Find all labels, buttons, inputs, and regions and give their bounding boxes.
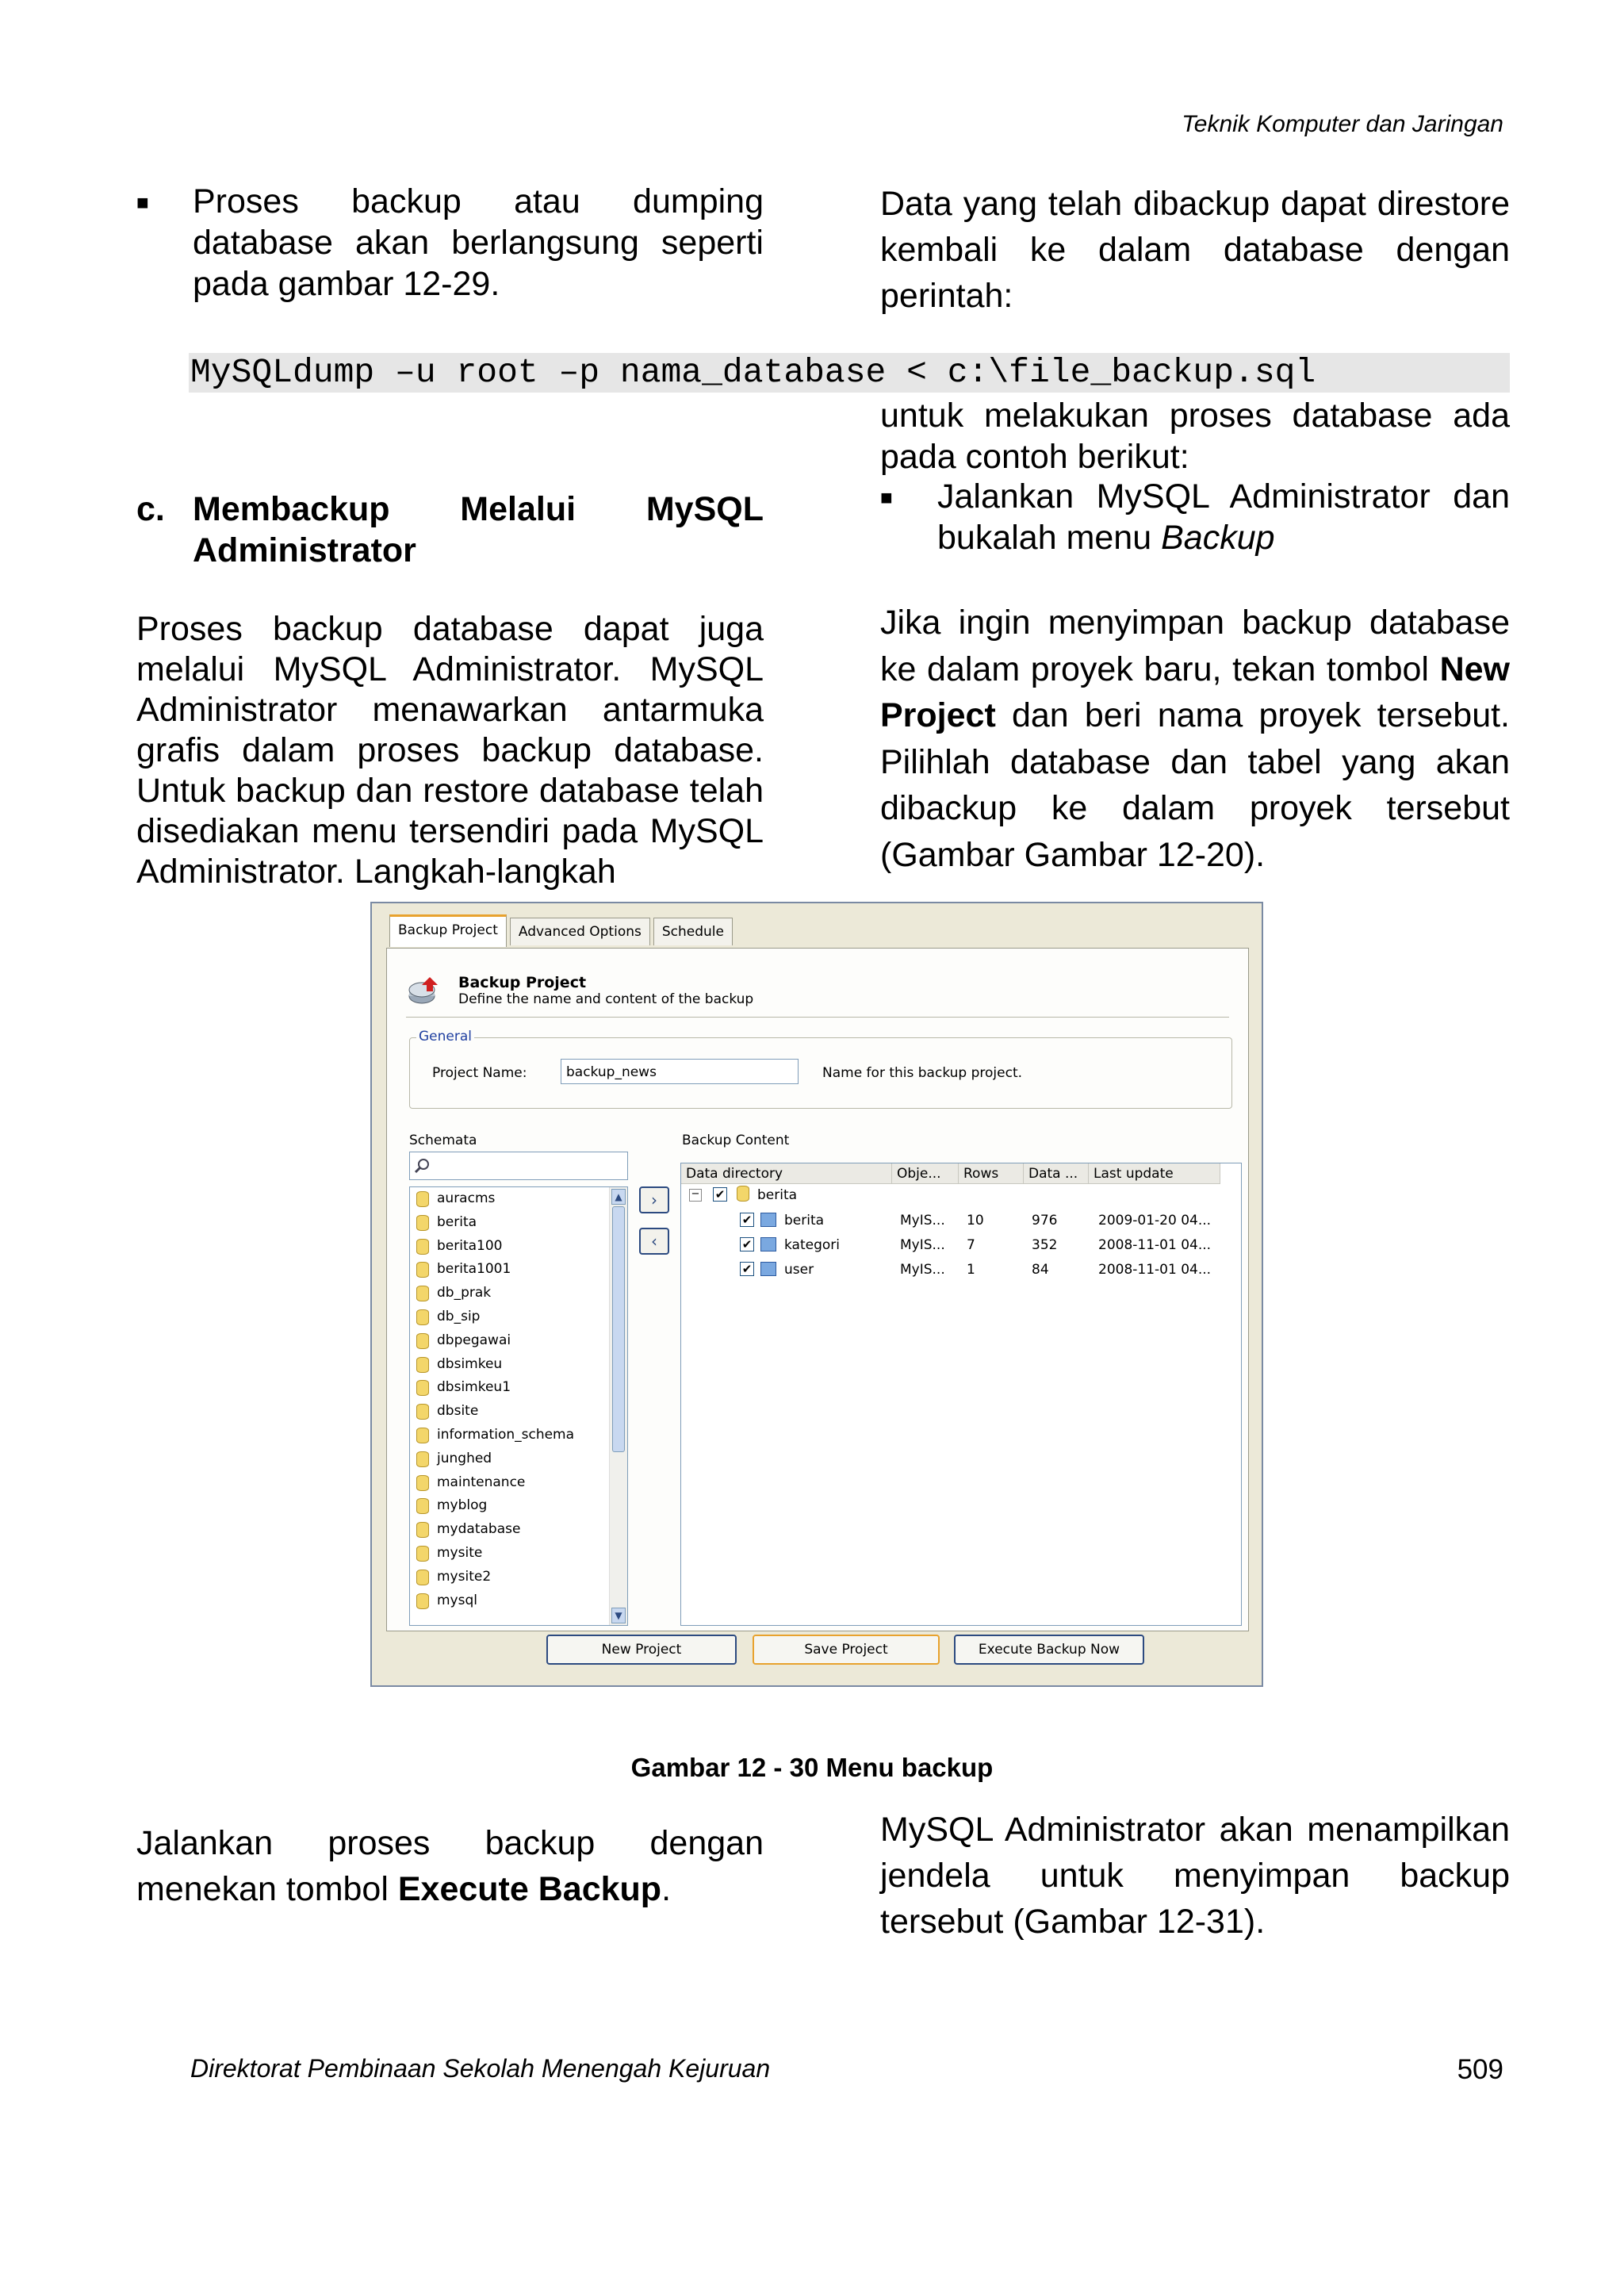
add-to-backup-button[interactable]: › [639, 1186, 669, 1213]
schemata-list[interactable] [409, 1186, 628, 1626]
table-icon [760, 1262, 776, 1276]
database-icon [416, 1357, 429, 1373]
schema-item-label: berita [437, 1213, 477, 1230]
schema-item[interactable] [410, 1471, 627, 1495]
schemata-label: Schemata [409, 1133, 477, 1148]
database-icon [416, 1380, 429, 1396]
panel-subtitle: Define the name and content of the backup [458, 991, 754, 1007]
database-icon [416, 1428, 429, 1443]
schemata-scrollbar[interactable] [609, 1187, 627, 1625]
database-icon [416, 1333, 429, 1349]
left-para-2-a: Jalankan proses backup dengan menekan tombol [136, 1824, 764, 1908]
database-icon [416, 1570, 429, 1585]
table-rows: 1 [967, 1262, 975, 1278]
database-icon [737, 1186, 749, 1202]
schema-item-label: auracms [437, 1190, 496, 1206]
schema-item[interactable] [410, 1329, 627, 1353]
schema-item-label: dbsimkeu1 [437, 1379, 511, 1396]
backup-project-panel [386, 948, 1249, 1631]
schema-item[interactable] [410, 1187, 627, 1211]
project-name-label: Project Name: [432, 1065, 527, 1081]
right-para-3-bold: New Project [880, 650, 1510, 734]
project-name-hint: Name for this backup project. [822, 1065, 1023, 1081]
right-bullet-text-a: Jalankan MySQL Administrator dan bukalah menu [937, 477, 1510, 557]
mysql-admin-screenshot [370, 902, 1263, 1687]
schema-item[interactable] [410, 1211, 627, 1235]
schema-item-label: db_sip [437, 1308, 481, 1324]
database-icon [416, 1546, 429, 1562]
schema-item[interactable] [410, 1566, 627, 1589]
left-bullet-text: Proses backup atau dumping database akan berlangsung seperti pada gambar 12-29. [193, 182, 764, 303]
table-data-size: 84 [1032, 1262, 1049, 1278]
schema-item-label: mysite [437, 1544, 483, 1561]
schema-item-label: dbpegawai [437, 1332, 511, 1348]
right-bullet-text [937, 476, 1510, 558]
backup-content-tree[interactable] [680, 1163, 1242, 1626]
section-letter: c. [136, 490, 165, 528]
schema-item-label: berita1001 [437, 1261, 511, 1278]
root-node-label: berita [757, 1187, 798, 1203]
schema-item-label: berita100 [437, 1237, 503, 1254]
schema-item[interactable] [410, 1353, 627, 1377]
database-icon [416, 1404, 429, 1420]
schema-item-label: mydatabase [437, 1521, 521, 1538]
schema-item-label: db_prak [437, 1285, 492, 1301]
right-para-4: MySQL Administrator akan menampilkan jendela untuk menyimpan backup tersebut (Gambar 12-31). [880, 1811, 1510, 1941]
table-rows: 10 [967, 1213, 984, 1228]
project-name-input[interactable]: backup_news [561, 1059, 799, 1084]
running-header: Teknik Komputer dan Jaringan [1182, 111, 1503, 137]
column-header-last-update[interactable]: Last update [1089, 1163, 1220, 1184]
table-icon [760, 1237, 776, 1251]
schema-item-label: information_schema [437, 1426, 575, 1443]
table-name: user [784, 1262, 814, 1278]
collapse-toggle-icon[interactable]: − [689, 1189, 702, 1202]
schema-item-label: dbsimkeu [437, 1355, 503, 1372]
table-data-size: 352 [1032, 1237, 1058, 1253]
schema-item[interactable] [410, 1258, 627, 1282]
database-icon [416, 1239, 429, 1255]
right-bullet-italic: Backup [1161, 519, 1275, 557]
database-icon [416, 1593, 429, 1609]
schema-item-label: junghed [437, 1450, 492, 1466]
table-last-update: 2008-11-01 04... [1098, 1237, 1212, 1253]
table-icon [760, 1213, 776, 1227]
schema-item-label: myblog [437, 1497, 488, 1514]
schema-item[interactable] [410, 1282, 627, 1305]
left-para-2-bold: Execute Backup [397, 1870, 662, 1908]
schemata-items [410, 1187, 627, 1612]
schema-item-label: mysite2 [437, 1568, 492, 1585]
database-icon [416, 1215, 429, 1231]
search-icon [413, 1157, 431, 1175]
right-para-2: untuk melakukan proses database ada pada contoh berikut: [880, 397, 1510, 476]
schema-item-label: maintenance [437, 1474, 526, 1490]
table-engine: MyIS... [900, 1213, 945, 1228]
tab-backup-project[interactable]: Backup Project [389, 914, 507, 947]
remove-from-backup-button[interactable]: ‹ [639, 1228, 669, 1255]
section-heading: Membackup Melalui MySQL Administrator [193, 490, 764, 569]
left-para-2-b: . [661, 1870, 672, 1908]
code-command: MySQLdump –u root –p nama_database < c:\file_backup.sql [189, 353, 1510, 393]
table-checkbox[interactable]: ✔ [740, 1262, 754, 1276]
backup-content-label: Backup Content [682, 1133, 790, 1148]
left-para-1: Proses backup database dapat juga melalui MySQL Administrator. MySQL Administrator menawarkan antarmuka grafis dalam proses backup database. Untuk backup dan restore database telah disediakan menu tersendiri pada MySQL Administrator. Langkah-langkah [136, 610, 764, 891]
right-para-3-a: Jika ingin menyimpan backup database ke dalam proyek baru, tekan tombol [880, 604, 1510, 688]
right-para-1: Data yang telah dibackup dapat direstore kembali ke dalam database dengan perintah: [880, 185, 1510, 315]
table-engine: MyIS... [900, 1237, 945, 1253]
scroll-down-button[interactable]: ▼ [611, 1608, 626, 1623]
general-group-label: General [416, 1029, 474, 1045]
bullet-marker: ■ [136, 190, 149, 214]
database-icon [416, 1191, 429, 1207]
schema-item[interactable] [410, 1424, 627, 1447]
schema-item[interactable] [410, 1400, 627, 1424]
right-para-3-b: dan beri nama proyek tersebut. Pilihlah database dan tabel yang akan dibackup ke dalam proyek tersebut (Gambar Gambar 12-20). [880, 696, 1510, 874]
column-header-object[interactable]: Obje... [892, 1163, 959, 1184]
panel-title: Backup Project [458, 974, 587, 991]
divider [406, 1017, 1229, 1018]
database-icon [416, 1262, 429, 1278]
schemata-search-input[interactable] [409, 1152, 628, 1180]
column-header-data[interactable]: Data ... [1024, 1163, 1089, 1184]
save-project-button[interactable]: Save Project [753, 1635, 940, 1665]
database-icon [416, 1498, 429, 1514]
table-last-update: 2009-01-20 04... [1098, 1213, 1212, 1228]
schema-item[interactable] [410, 1235, 627, 1259]
table-engine: MyIS... [900, 1262, 945, 1278]
scroll-up-button[interactable]: ▲ [611, 1189, 626, 1205]
bullet-marker: ■ [880, 485, 893, 509]
page-number: 509 [1457, 2054, 1503, 2085]
general-group [409, 1029, 1232, 1109]
scroll-thumb[interactable] [612, 1206, 625, 1452]
tab-schedule[interactable]: Schedule [653, 918, 733, 945]
schema-item-label: dbsite [437, 1403, 479, 1420]
table-last-update: 2008-11-01 04... [1098, 1262, 1212, 1278]
right-para-3 [880, 600, 1510, 878]
figure-caption: Gambar 12 - 30 Menu backup [630, 1753, 994, 1782]
column-header-data-directory[interactable]: Data directory [681, 1163, 892, 1184]
schema-item[interactable] [410, 1447, 627, 1471]
backup-disk-icon [406, 974, 441, 1009]
table-name: berita [784, 1213, 825, 1228]
table-name: kategori [784, 1237, 840, 1253]
schema-item[interactable] [410, 1494, 627, 1518]
database-icon [416, 1286, 429, 1301]
execute-backup-button[interactable]: Execute Backup Now [954, 1635, 1144, 1665]
schema-item[interactable] [410, 1518, 627, 1542]
database-icon [416, 1451, 429, 1467]
database-icon [416, 1309, 429, 1325]
column-header-rows[interactable]: Rows [959, 1163, 1024, 1184]
new-project-button[interactable]: New Project [546, 1635, 737, 1665]
table-checkbox[interactable]: ✔ [740, 1213, 754, 1227]
schema-item-label: mysql [437, 1592, 477, 1608]
tab-advanced-options[interactable]: Advanced Options [510, 918, 650, 945]
schema-item[interactable] [410, 1589, 627, 1613]
tab-bar [389, 918, 733, 947]
left-para-2 [136, 1820, 764, 1912]
schema-item[interactable] [410, 1542, 627, 1566]
schema-item[interactable] [410, 1376, 627, 1400]
table-rows: 7 [967, 1237, 975, 1253]
table-checkbox[interactable]: ✔ [740, 1237, 754, 1251]
database-icon [416, 1522, 429, 1538]
checkbox-root[interactable]: ✔ [713, 1187, 727, 1202]
database-icon [416, 1475, 429, 1491]
table-data-size: 976 [1032, 1213, 1058, 1228]
schema-item[interactable] [410, 1305, 627, 1329]
footer-institution: Direktorat Pembinaan Sekolah Menengah Kejuruan [190, 2054, 771, 2083]
